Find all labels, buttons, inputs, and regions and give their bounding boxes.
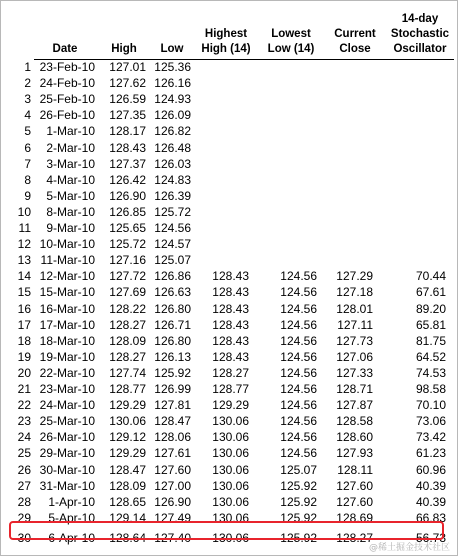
cell-date: 31-Mar-10 [39,478,95,493]
cell-high: 128.64 [109,530,146,545]
cell-hh14: 128.43 [212,269,249,284]
cell-close: 127.60 [336,478,373,493]
cell-low: 124.56 [154,221,191,235]
cell-idx: 19 [17,349,31,364]
table-row [0,413,458,429]
cell-osc: 73.06 [415,414,446,429]
cell-hh14: 128.43 [212,317,249,332]
cell-idx: 21 [17,382,31,396]
cell-date: 10-Mar-10 [39,237,95,252]
cell-ll14: 124.56 [280,382,317,396]
cell-high: 126.59 [109,92,146,107]
cell-high: 127.37 [109,156,146,171]
cell-high: 125.72 [109,237,146,252]
cell-date: 12-Mar-10 [39,269,95,284]
cell-idx: 18 [17,333,31,348]
cell-high: 128.09 [109,478,146,493]
table-row [0,429,458,445]
cell-ll14: 125.92 [280,478,317,493]
cell-hh14: 130.06 [212,530,249,545]
cell-idx: 25 [17,446,31,461]
cell-date: 4-Mar-10 [46,172,95,187]
cell-osc: 70.10 [415,398,446,413]
cell-hh14: 130.06 [212,462,249,477]
table-row [0,478,458,494]
cell-idx: 16 [17,301,31,316]
cell-osc: 73.42 [415,430,446,445]
header-close-line-0: Current [334,28,376,40]
cell-close: 127.87 [336,398,373,413]
table-row [0,188,458,204]
cell-ll14: 124.56 [280,365,317,380]
cell-osc: 61.23 [415,446,446,461]
cell-ll14: 124.56 [280,333,317,348]
table-row [0,59,458,75]
header-osc-line-2: Oscillator [393,43,447,55]
table-row [0,349,458,365]
cell-date: 24-Feb-10 [39,76,95,91]
header-hh14-line-1: High (14) [201,43,251,55]
table-row [0,123,458,139]
cell-low: 126.99 [154,382,191,396]
cell-high: 127.01 [109,60,146,74]
cell-low: 128.47 [154,414,191,429]
cell-high: 128.22 [109,301,146,316]
cell-date: 26-Feb-10 [39,108,95,123]
cell-high: 128.43 [109,140,146,155]
cell-low: 126.48 [154,140,191,155]
table-row [0,236,458,252]
table-row [0,462,458,478]
table-row [0,220,458,236]
cell-high: 129.29 [109,446,146,461]
cell-high: 129.12 [109,430,146,445]
cell-low: 127.81 [154,398,191,413]
cell-close: 128.01 [336,301,373,316]
table-row [0,91,458,107]
cell-low: 126.86 [154,269,191,284]
cell-low: 128.06 [154,430,191,445]
cell-idx: 26 [17,462,31,477]
cell-idx: 4 [24,108,31,123]
cell-idx: 24 [17,430,31,445]
table-row [0,75,458,91]
cell-date: 6-Apr-10 [48,530,95,545]
cell-date: 24-Mar-10 [39,398,95,413]
cell-close: 127.33 [336,365,373,380]
cell-date: 29-Mar-10 [39,446,95,461]
cell-hh14: 129.29 [212,398,249,413]
cell-low: 124.57 [154,237,191,252]
cell-high: 127.35 [109,108,146,123]
table-row [0,365,458,381]
cell-date: 18-Mar-10 [39,333,95,348]
cell-idx: 3 [24,92,31,107]
cell-close: 128.60 [336,430,373,445]
cell-date: 16-Mar-10 [39,301,95,316]
cell-date: 11-Mar-10 [40,253,95,268]
cell-ll14: 125.07 [280,462,317,477]
cell-close: 128.58 [336,414,373,429]
cell-close: 128.69 [336,510,373,525]
cell-low: 126.80 [154,301,191,316]
cell-low: 125.07 [154,253,191,268]
cell-idx: 6 [24,140,31,155]
cell-idx: 5 [24,124,31,139]
cell-ll14: 124.56 [280,446,317,461]
cell-date: 8-Mar-10 [46,204,95,219]
cell-close: 128.71 [336,382,373,396]
cell-osc: 40.39 [415,478,446,493]
cell-low: 126.09 [154,108,191,123]
table-row [0,156,458,172]
cell-high: 129.14 [109,510,146,525]
cell-ll14: 125.92 [280,530,317,545]
cell-low: 127.49 [154,510,191,525]
cell-low: 125.36 [154,60,191,74]
cell-osc: 89.20 [415,301,446,316]
cell-date: 30-Mar-10 [39,462,95,477]
header-ll14-line-0: Lowest [271,28,311,40]
cell-idx: 28 [17,494,31,509]
cell-hh14: 130.06 [212,478,249,493]
cell-high: 128.77 [109,382,146,396]
cell-osc: 67.61 [415,285,446,300]
cell-hh14: 128.77 [212,382,249,396]
cell-ll14: 124.56 [280,430,317,445]
cell-high: 127.62 [109,76,146,91]
cell-hh14: 130.06 [212,430,249,445]
cell-low: 126.13 [154,349,191,364]
table-row [0,494,458,510]
cell-osc: 64.52 [415,349,446,364]
table-row [0,445,458,461]
table-row [0,317,458,333]
cell-idx: 27 [17,478,31,493]
cell-idx: 1 [24,60,31,74]
header-ll14-line-1: Low (14) [267,43,315,55]
header-high-line-0: High [111,43,137,55]
cell-high: 128.27 [109,349,146,364]
cell-date: 19-Mar-10 [39,349,95,364]
cell-date: 23-Feb-10 [39,60,95,74]
cell-high: 127.72 [109,269,146,284]
cell-ll14: 124.56 [280,317,317,332]
cell-low: 124.83 [154,172,191,187]
cell-high: 127.74 [109,365,146,380]
cell-idx: 23 [17,414,31,429]
cell-low: 127.00 [154,478,191,493]
table-row [0,333,458,349]
cell-idx: 10 [17,204,31,219]
cell-idx: 17 [17,317,31,332]
cell-hh14: 128.43 [212,301,249,316]
cell-low: 125.92 [154,365,191,380]
cell-hh14: 128.43 [212,285,249,300]
cell-high: 130.06 [109,414,146,429]
cell-low: 126.03 [154,156,191,171]
cell-hh14: 128.43 [212,349,249,364]
cell-ll14: 124.56 [280,269,317,284]
cell-hh14: 130.06 [212,446,249,461]
cell-high: 125.65 [109,221,146,235]
cell-close: 128.11 [337,462,373,477]
cell-osc: 65.81 [415,317,446,332]
cell-low: 126.16 [154,76,191,91]
cell-date: 9-Mar-10 [46,221,95,235]
cell-low: 126.90 [154,494,191,509]
cell-idx: 15 [17,285,31,300]
cell-low: 127.61 [154,446,191,461]
cell-date: 26-Mar-10 [39,430,95,445]
cell-high: 126.90 [109,188,146,203]
cell-close: 128.27 [336,530,373,545]
cell-date: 3-Mar-10 [46,156,95,171]
cell-osc: 56.73 [415,530,446,545]
cell-date: 1-Apr-10 [48,494,95,509]
header-low-line-0: Low [160,43,184,55]
cell-high: 127.16 [109,253,146,268]
cell-idx: 8 [24,172,31,187]
cell-idx: 11 [18,221,31,235]
cell-hh14: 128.27 [212,365,249,380]
cell-ll14: 124.56 [280,398,317,413]
cell-idx: 12 [17,237,31,252]
cell-hh14: 130.06 [212,414,249,429]
header-osc-line-1: Stochastic [390,28,450,40]
table-row [0,381,458,397]
cell-date: 2-Mar-10 [46,140,95,155]
cell-ll14: 124.56 [280,285,317,300]
cell-osc: 60.96 [415,462,446,477]
cell-date: 5-Apr-10 [48,510,95,525]
table-row [0,172,458,188]
cell-high: 126.42 [109,172,146,187]
cell-low: 126.80 [154,333,191,348]
table-row [0,284,458,300]
cell-idx: 30 [17,530,31,545]
cell-low: 126.63 [154,285,191,300]
cell-date: 15-Mar-10 [39,285,95,300]
cell-low: 126.71 [154,317,191,332]
cell-idx: 22 [17,398,31,413]
cell-high: 128.47 [109,462,146,477]
cell-ll14: 124.56 [280,301,317,316]
cell-low: 127.40 [154,530,191,545]
cell-osc: 66.83 [415,510,446,525]
cell-osc: 81.75 [415,333,446,348]
table-row [0,397,458,413]
cell-hh14: 128.43 [212,333,249,348]
cell-close: 127.29 [336,269,373,284]
watermark: @稀土掘金技术社区 [368,543,450,553]
cell-date: 25-Feb-10 [39,92,95,107]
cell-close: 127.60 [336,494,373,509]
cell-close: 127.93 [336,446,373,461]
cell-low: 126.39 [154,188,191,203]
cell-ll14: 124.56 [280,349,317,364]
table-row [0,204,458,220]
cell-osc: 70.44 [415,269,446,284]
cell-low: 127.60 [154,462,191,477]
cell-high: 128.17 [109,124,146,139]
cell-idx: 20 [17,365,31,380]
cell-close: 127.73 [336,333,373,348]
header-osc-line-0: 14-day [401,13,439,25]
cell-date: 5-Mar-10 [46,188,95,203]
cell-date: 22-Mar-10 [39,365,95,380]
cell-close: 127.11 [337,317,373,332]
table-row [0,140,458,156]
table-row [0,301,458,317]
table-row [0,107,458,123]
cell-high: 127.69 [109,285,146,300]
cell-idx: 9 [24,188,31,203]
cell-high: 128.27 [109,317,146,332]
cell-close: 127.06 [336,349,373,364]
cell-osc: 40.39 [415,494,446,509]
cell-low: 126.82 [154,124,191,139]
cell-osc: 74.53 [415,365,446,380]
cell-idx: 2 [24,76,31,91]
cell-date: 23-Mar-10 [39,382,95,396]
cell-date: 1-Mar-10 [46,124,95,139]
cell-ll14: 124.56 [280,414,317,429]
header-close-line-1: Close [339,43,371,55]
header-hh14-line-0: Highest [204,28,248,40]
cell-idx: 29 [17,510,31,525]
cell-idx: 14 [17,269,31,284]
cell-low: 124.93 [154,92,191,107]
cell-date: 25-Mar-10 [39,414,95,429]
highlighted-row-outline [9,521,444,540]
cell-ll14: 125.92 [280,510,317,525]
cell-hh14: 130.06 [212,494,249,509]
cell-ll14: 125.92 [280,494,317,509]
cell-low: 125.72 [154,204,191,219]
cell-high: 128.09 [109,333,146,348]
header-date-line-0: Date [52,43,78,55]
cell-high: 128.65 [109,494,146,509]
cell-idx: 13 [17,253,31,268]
cell-high: 129.29 [109,398,146,413]
cell-osc: 98.58 [415,382,446,396]
cell-hh14: 130.06 [212,510,249,525]
cell-close: 127.18 [336,285,373,300]
cell-date: 17-Mar-10 [39,317,95,332]
cell-high: 126.85 [109,204,146,219]
cell-idx: 7 [24,156,31,171]
table-row [0,268,458,284]
table-row [0,252,458,268]
